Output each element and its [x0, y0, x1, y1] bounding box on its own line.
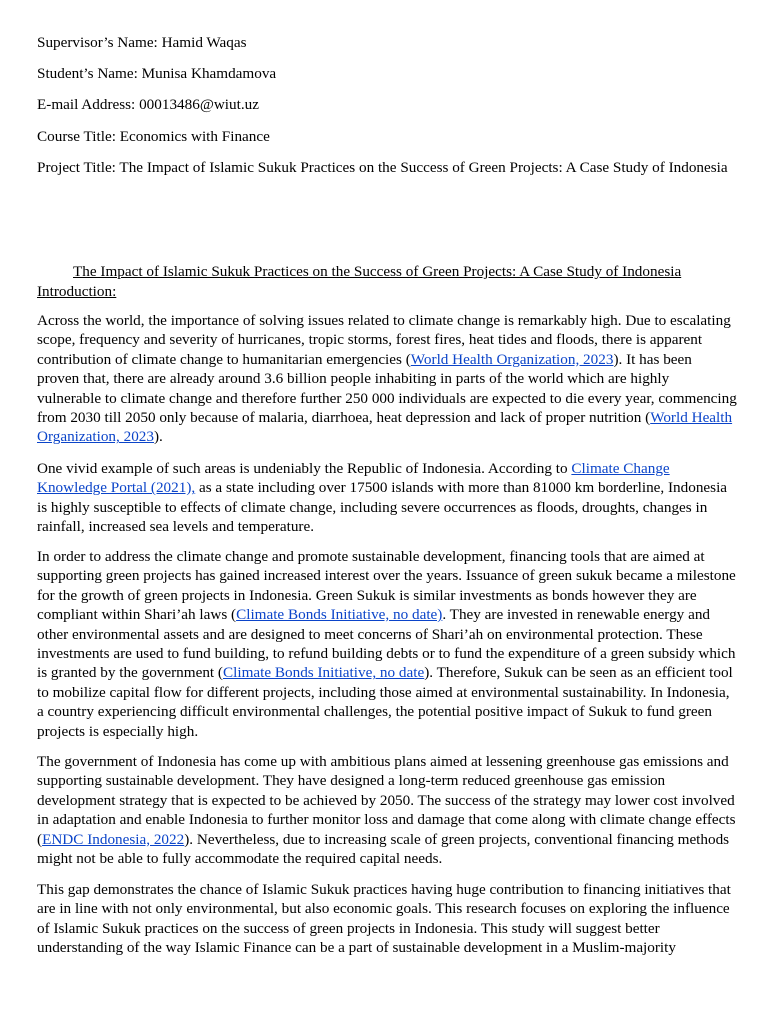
paragraph-4	[37, 752, 737, 868]
p2-text-1: One vivid example of such areas is undeniably the Republic of Indonesia. According to	[37, 460, 572, 477]
project-title: Project Title: The Impact of Islamic Sukuk Practices on the Success of Green Projects: A Case Study of Indonesia	[37, 159, 728, 176]
paragraph-3	[37, 547, 737, 741]
document-title-block	[37, 262, 737, 301]
climate-knowledge-portal-link[interactable]: Climate Change Knowledge Portal (2021),	[37, 460, 670, 497]
p1-text-2: ). It has been proven that, there are already around 3.6 billion people inhabiting in parts of the world which are highly vulnerable to climate change and therefore further 250 000 individuals are expected to die every year, commencing from 2030 till 2050 only because of malaria, diarrhoea, heat depression and lack of proper nutrition (	[37, 350, 737, 427]
email-address: E-mail Address: 00013486@wiut.uz	[37, 96, 259, 113]
paragraph-2	[37, 459, 737, 537]
student-name: Student’s Name: Munisa Khamdamova	[37, 65, 277, 82]
p3-text-1: In order to address the climate change and promote sustainable development, financing tools that are aimed at supporting green projects has gained increased interest over the years. Issuance of green sukuk became a milestone for the growth of green projects in Indonesia. Green Sukuk is similar investments as bonds however they are compliant within Shari’ah laws (	[37, 548, 736, 624]
p3-text-2: . They are invested in renewable energy and other environmental assets and are designed to meet concerns of Shari’ah on environmental protection. These investments are used to fund building, to refund building debts or to fund the expenditure of a green subsidy which is granted by the government (	[37, 606, 736, 682]
climate-bonds-link-2[interactable]: Climate Bonds Initiative, no date	[223, 664, 425, 682]
p3-text-3: ). Therefore, Sukuk can be seen as an efficient tool to mobilize capital flow for different projects, including those aimed at environmental sustainability. In Indonesia, a country experiencing difficult environmental challenges, the potential positive impact of Sukuk to fund green projects is especially high.	[37, 664, 733, 740]
course-title: Course Title: Economics with Finance	[37, 128, 270, 145]
p1-text-1: Across the world, the importance of solving issues related to climate change is remarkably high. Due to escalating scope, frequency and severity of hurricanes, tropic storms, forest fires, heat tides and floods, there is apparent contribution of climate change to humanitarian emergencies (	[37, 312, 731, 368]
paragraph-1	[37, 311, 737, 447]
p1-text-3: ).	[153, 428, 163, 446]
document-title: The Impact of Islamic Sukuk Practices on the Success of Green Projects: A Case Study of Indonesia	[73, 263, 682, 280]
p2-text-2: as a state including over 17500 islands with more than 81000 km borderline, Indonesia is highly susceptible to effects of climate change, including severe occurrences as floods, droughts, changes in rainfall, increased sea levels and temperature.	[37, 479, 728, 536]
p4-text-1: The government of Indonesia has come up with ambitious plans aimed at lessening greenhouse gas emissions and supporting sustainable development. They have designed a long-term reduced greenhouse gas emission development strategy that is expected to be achieved by 2050. The success of the strategy may lower cost involved in adaptation and enable Indonesia to further monitor loss and damage that come along with climate change effects (	[37, 753, 736, 848]
climate-bonds-link[interactable]: Climate Bonds Initiative, no date)	[236, 606, 443, 624]
paragraph-5	[37, 880, 737, 958]
p4-text-2: ). Nevertheless, due to increasing scale of green projects, conventional financing methods might not be able to fully accommodate the required capital needs.	[37, 830, 730, 868]
who-2023-link-2[interactable]: World Health Organization, 2023	[37, 409, 733, 446]
who-2023-link[interactable]: World Health Organization, 2023	[410, 350, 614, 368]
introduction-heading: Introduction:	[37, 282, 117, 300]
supervisor-name: Supervisor’s Name: Hamid Waqas	[37, 34, 247, 51]
endc-indonesia-link[interactable]: ENDC Indonesia, 2022	[42, 830, 185, 848]
p5-text-1: This gap demonstrates the chance of Islamic Sukuk practices having huge contribution to financing initiatives that are in line with not only environmental, but also economic goals. This research focuses on exploring the influence of Islamic Sukuk practices on the success of green projects in Indonesia. This study will suggest better understanding of the way Islamic Finance can be a part of sustainable development in a Muslim-majority	[37, 881, 731, 957]
